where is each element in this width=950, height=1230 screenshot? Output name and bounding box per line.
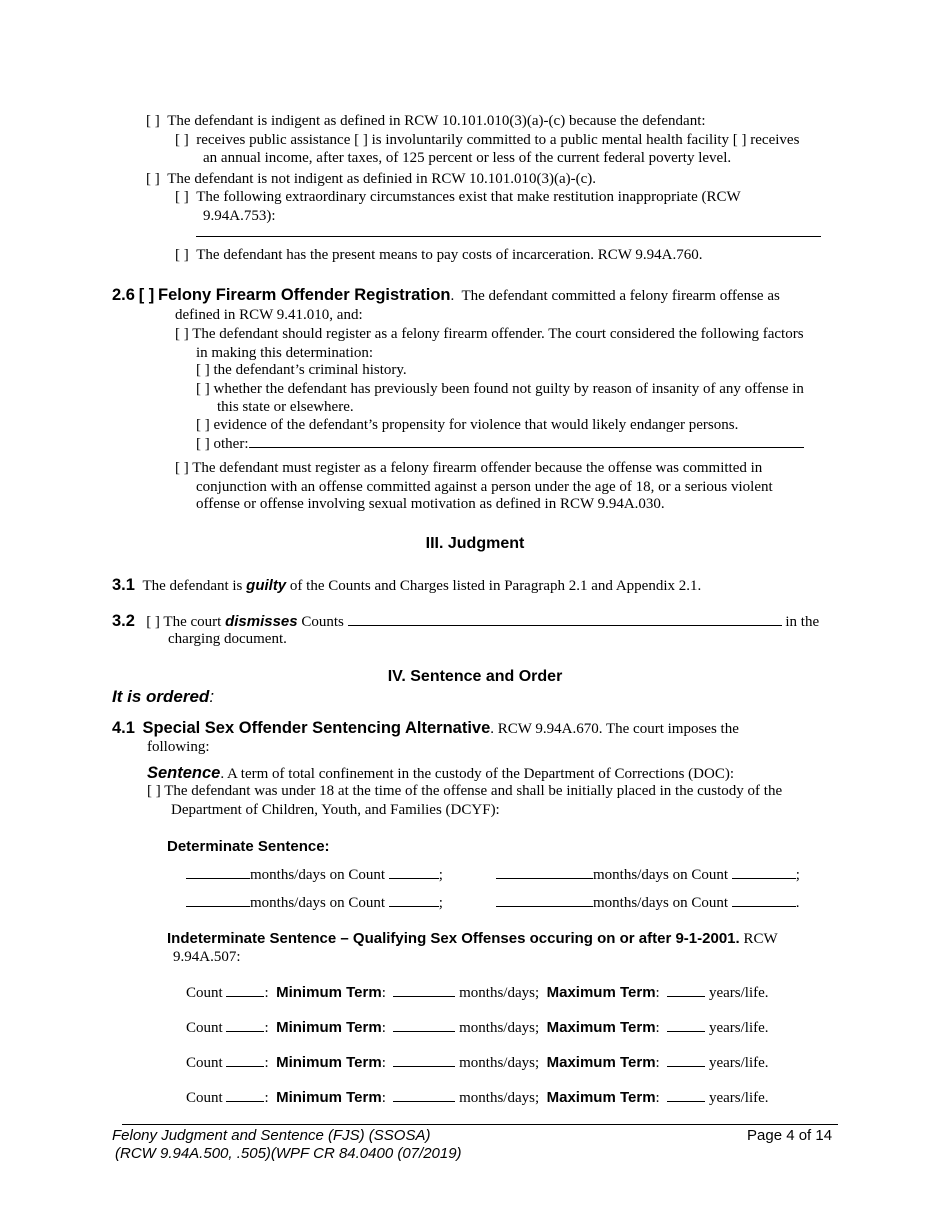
- indeterminate-row: Count : Minimum Term: months/days; Maximum Term: years/life.: [186, 1019, 769, 1036]
- paragraph-4-1-line2: following:: [147, 739, 210, 755]
- extraordinary-checkbox[interactable]: [ ]: [175, 189, 189, 205]
- income-checkbox[interactable]: [ ]: [732, 132, 747, 148]
- minimum-term-field[interactable]: [393, 1088, 455, 1102]
- count-field[interactable]: [389, 893, 439, 907]
- section-2-6-intro2: defined in RCW 9.41.010, and:: [175, 307, 363, 323]
- months-field[interactable]: [186, 865, 250, 879]
- must-register-line3: offense or offense involving sexual motivation as defined in RCW 9.94A.030.: [196, 496, 665, 512]
- public-assistance-checkbox[interactable]: [ ]: [175, 132, 189, 148]
- extraordinary-line: [ ] The following extraordinary circumstances exist that make restitution inappropriate (RCW: [175, 189, 741, 205]
- firearm-registration-checkbox[interactable]: [ ]: [138, 286, 155, 304]
- indeterminate-row: Count : Minimum Term: months/days; Maximum Term: years/life.: [186, 1054, 769, 1071]
- must-register-line2: conjunction with an offense committed against a person under the age of 18, or a serious violent: [196, 479, 773, 495]
- section-2-6-title: Felony Firearm Offender Registration: [158, 286, 451, 304]
- maximum-term-field[interactable]: [667, 1018, 705, 1032]
- footer-rule: [122, 1124, 838, 1125]
- factor-other: [ ] other:: [196, 434, 804, 453]
- not-indigent-checkbox[interactable]: [ ]: [146, 171, 160, 187]
- sentence-order-heading: IV. Sentence and Order: [387, 668, 563, 685]
- must-register-line: [ ] The defendant must register as a felony firearm offender because the offense was committed in: [175, 460, 763, 476]
- minimum-term-field[interactable]: [393, 983, 455, 997]
- section-2-6-heading: 2.6 [ ] Felony Firearm Offender Registration. The defendant committed a felony firearm offense as: [112, 286, 780, 304]
- under-18-line2: Department of Children, Youth, and Families (DCYF):: [171, 802, 500, 818]
- factor4-checkbox[interactable]: [ ]: [196, 436, 210, 452]
- determinate-heading: Determinate Sentence:: [167, 838, 330, 855]
- minimum-term-field[interactable]: [393, 1053, 455, 1067]
- extraordinary-line2: 9.94A.753):: [203, 208, 276, 224]
- indigent-line: [ ] The defendant is indigent as defined in RCW 10.101.010(3)(a)-(c) because the defendant:: [146, 113, 706, 129]
- under-18-line: [ ] The defendant was under 18 at the time of the offense and shall be initially placed in the custody of the: [147, 783, 783, 799]
- determinate-row-1-left: months/days on Count ;: [186, 865, 439, 884]
- dismissed-counts-field[interactable]: [348, 612, 782, 626]
- indeterminate-row: Count : Minimum Term: months/days; Maximum Term: years/life.: [186, 984, 769, 1001]
- factor2-checkbox[interactable]: [ ]: [196, 381, 210, 397]
- factor-insanity: [ ] whether the defendant has previously been found not guilty by reason of insanity of any offense in: [196, 381, 804, 397]
- extraordinary-fill-line[interactable]: [196, 236, 821, 237]
- count-field[interactable]: [226, 1053, 264, 1067]
- count-field[interactable]: [732, 893, 796, 907]
- months-field[interactable]: [496, 893, 593, 907]
- should-register-line: [ ] The defendant should register as a felony firearm offender. The court considered the following factors: [175, 326, 804, 342]
- factor3-checkbox[interactable]: [ ]: [196, 417, 210, 433]
- maximum-term-field[interactable]: [667, 1088, 705, 1102]
- paragraph-3-1: 3.1 The defendant is guilty of the Counts and Charges listed in Paragraph 2.1 and Appendix 2.1.: [112, 576, 702, 594]
- paragraph-3-2-line2: charging document.: [168, 631, 287, 647]
- should-register-line2: in making this determination:: [196, 345, 374, 361]
- maximum-term-field[interactable]: [667, 1053, 705, 1067]
- factor-insanity-line2: this state or elsewhere.: [217, 399, 354, 415]
- present-means-checkbox[interactable]: [ ]: [175, 247, 189, 263]
- should-register-checkbox[interactable]: [ ]: [175, 326, 189, 342]
- count-field[interactable]: [732, 865, 796, 879]
- footer-citation: (RCW 9.94A.500, .505)(WPF CR 84.0400 (07/2019): [115, 1145, 462, 1162]
- factor1-checkbox[interactable]: [ ]: [196, 362, 210, 378]
- it-is-ordered: It is ordered:: [112, 687, 215, 706]
- count-field[interactable]: [226, 1088, 264, 1102]
- indigent-checkbox[interactable]: [ ]: [146, 113, 160, 129]
- indeterminate-rcw: 9.94A.507:: [173, 949, 241, 965]
- factor-propensity: [ ] evidence of the defendant’s propensity for violence that would likely endanger persons.: [196, 417, 739, 433]
- indigent-options-line: [ ] receives public assistance [ ] is involuntarily committed to a public mental health facility [ ] receives: [175, 132, 800, 148]
- other-fill-line[interactable]: [249, 434, 804, 448]
- present-means-line: [ ] The defendant has the present means to pay costs of incarceration. RCW 9.94A.760.: [175, 247, 703, 263]
- determinate-row-2-left: months/days on Count ;: [186, 893, 439, 912]
- minimum-term-field[interactable]: [393, 1018, 455, 1032]
- under-18-checkbox[interactable]: [ ]: [147, 783, 161, 799]
- count-field[interactable]: [226, 983, 264, 997]
- dismiss-checkbox[interactable]: [ ]: [146, 614, 160, 630]
- paragraph-4-1: 4.1 Special Sex Offender Sentencing Alternative. RCW 9.94A.670. The court imposes the: [112, 719, 739, 737]
- footer-title: Felony Judgment and Sentence (FJS) (SSOSA): [112, 1127, 431, 1144]
- indeterminate-heading: Indeterminate Sentence – Qualifying Sex Offenses occuring on or after 9-1-2001. RCW: [167, 930, 778, 947]
- determinate-row-1-right: months/days on Count ;: [496, 865, 796, 884]
- sentence-line: Sentence. A term of total confinement in the custody of the Department of Corrections (DOC):: [147, 764, 735, 782]
- indeterminate-row: Count : Minimum Term: months/days; Maximum Term: years/life.: [186, 1089, 769, 1106]
- page-number: Page 4 of 14: [747, 1127, 833, 1144]
- count-field[interactable]: [226, 1018, 264, 1032]
- months-field[interactable]: [186, 893, 250, 907]
- paragraph-3-2: 3.2 [ ] The court dismisses Counts in the: [112, 612, 820, 630]
- not-indigent-line: [ ] The defendant is not indigent as definied in RCW 10.101.010(3)(a)-(c).: [146, 171, 597, 187]
- determinate-row-2-right: months/days on Count .: [496, 893, 796, 912]
- months-field[interactable]: [496, 865, 593, 879]
- maximum-term-field[interactable]: [667, 983, 705, 997]
- indigent-options-line2: an annual income, after taxes, of 125 percent or less of the current federal poverty level.: [203, 150, 732, 166]
- committed-checkbox[interactable]: [ ]: [354, 132, 368, 148]
- judgment-heading: III. Judgment: [425, 535, 525, 552]
- must-register-checkbox[interactable]: [ ]: [175, 460, 189, 476]
- count-field[interactable]: [389, 865, 439, 879]
- factor-criminal-history: [ ] the defendant’s criminal history.: [196, 362, 407, 378]
